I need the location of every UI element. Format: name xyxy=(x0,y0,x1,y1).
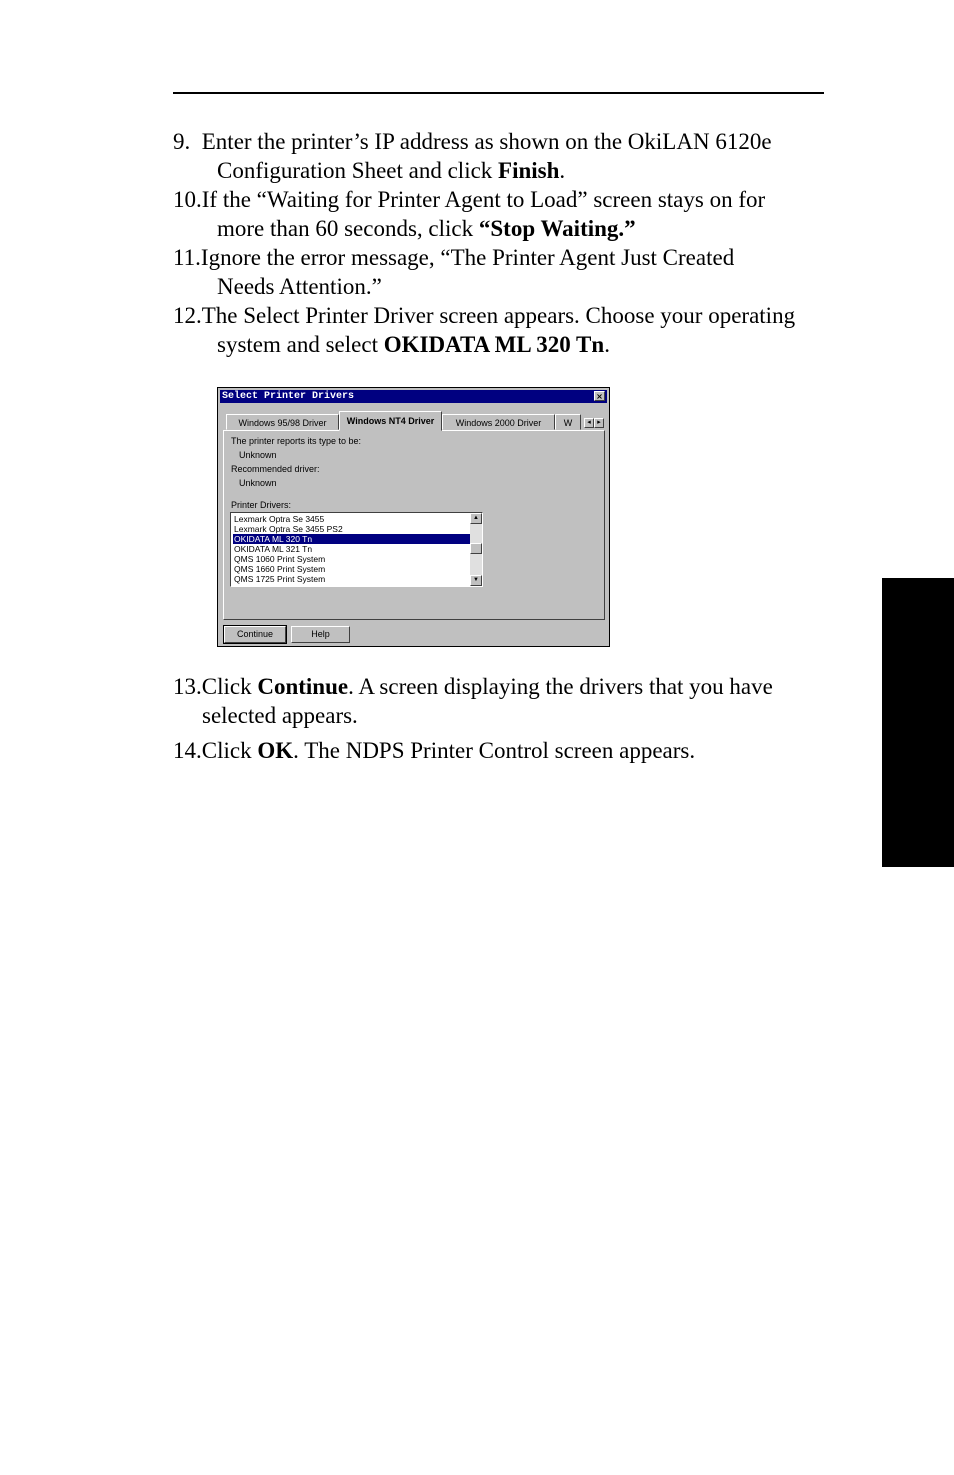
step-text: Needs Attention.” xyxy=(217,274,382,299)
steps-list-bottom xyxy=(173,672,833,771)
printer-drivers-listbox[interactable] xyxy=(230,512,483,587)
step-text: selected appears. xyxy=(202,703,358,728)
step-text: Click xyxy=(201,674,258,699)
step-text: . xyxy=(604,332,610,357)
step-first-line xyxy=(173,243,833,272)
step-item xyxy=(173,243,833,301)
help-button[interactable]: Help xyxy=(291,626,350,643)
step-item xyxy=(173,127,833,185)
printer-type-value: Unknown xyxy=(239,450,277,460)
header-rule xyxy=(173,92,824,94)
driver-list-item-selected[interactable]: OKIDATA ML 320 Tn xyxy=(233,534,471,544)
steps-list-top xyxy=(173,127,833,359)
step-number: 9. xyxy=(173,129,202,154)
step-text: more than 60 seconds, click xyxy=(217,216,479,241)
step-item xyxy=(173,672,833,730)
step-bold-text: OK xyxy=(257,738,294,763)
step-text: system and select xyxy=(217,332,384,357)
step-text: The Select Printer Driver screen appears. Choose your operating xyxy=(201,303,796,328)
step-first-line xyxy=(173,185,833,214)
step-text: Configuration Sheet and click xyxy=(217,158,499,183)
step-item xyxy=(173,301,833,359)
scroll-up-icon[interactable]: ▲ xyxy=(470,513,482,524)
step-continuation-line xyxy=(173,701,833,730)
step-item xyxy=(173,185,833,243)
step-continuation-line xyxy=(173,272,833,301)
step-text: . The NDPS Printer Control screen appears. xyxy=(293,738,696,763)
step-number: 12. xyxy=(173,303,202,328)
step-number: 11. xyxy=(173,245,201,270)
select-printer-drivers-dialog xyxy=(217,387,610,647)
step-bold-text: OKIDATA ML 320 Tn xyxy=(383,332,605,357)
driver-list-item[interactable]: QMS 1060 Print System xyxy=(234,554,326,564)
scrollbar-thumb[interactable] xyxy=(470,543,482,554)
tab-w-truncated[interactable]: W xyxy=(555,414,581,430)
step-text: . A screen displaying the drivers that you have xyxy=(348,674,773,699)
step-continuation-line xyxy=(173,214,833,243)
step-first-line xyxy=(173,127,833,156)
driver-list-item[interactable]: QMS 1725 Print System xyxy=(234,574,326,584)
scroll-down-icon[interactable]: ▼ xyxy=(470,575,482,586)
driver-list-scrollbar[interactable] xyxy=(470,513,482,586)
driver-list-item[interactable]: Lexmark Optra Se 3455 PS2 xyxy=(234,524,343,534)
step-bold-text: Finish xyxy=(498,158,560,183)
step-text: . xyxy=(559,158,566,183)
close-icon[interactable]: × xyxy=(594,391,605,401)
step-continuation-line xyxy=(173,330,833,359)
step-number: 10. xyxy=(173,187,202,212)
step-number: 14. xyxy=(173,738,202,763)
step-text: Enter the printer’s IP address as shown on the OkiLAN 6120e xyxy=(201,129,772,154)
step-text: Click xyxy=(201,738,258,763)
dialog-title: Select Printer Drivers xyxy=(222,391,355,402)
step-first-line xyxy=(173,301,833,330)
step-item xyxy=(173,736,833,765)
tab-scroll-left-icon[interactable]: ◂ xyxy=(584,418,594,428)
step-bold-text: “Stop Waiting.” xyxy=(478,216,636,241)
tab-windows-nt4-driver[interactable]: Windows NT4 Driver xyxy=(339,411,442,431)
step-continuation-line xyxy=(173,156,833,185)
tab-windows-2000-driver[interactable]: Windows 2000 Driver xyxy=(442,414,555,430)
step-bold-text: Continue xyxy=(257,674,349,699)
step-text: Ignore the error message, “The Printer Agent Just Created xyxy=(200,245,735,270)
driver-list-item[interactable]: Lexmark Optra Se 3455 xyxy=(234,514,325,524)
recommended-driver-label: Recommended driver: xyxy=(231,464,320,474)
recommended-driver-value: Unknown xyxy=(239,478,277,488)
driver-list-item[interactable]: OKIDATA ML 321 Tn xyxy=(234,544,313,554)
dialog-title-bar xyxy=(220,390,607,403)
tab-windows-95-98-driver[interactable]: Windows 95/98 Driver xyxy=(226,414,339,430)
step-first-line xyxy=(173,736,833,765)
step-text: If the “Waiting for Printer Agent to Load” screen stays on for xyxy=(201,187,766,212)
step-first-line xyxy=(173,672,833,701)
step-number: 13. xyxy=(173,674,202,699)
driver-list-item[interactable]: QMS 1660 Print System xyxy=(234,564,326,574)
chapter-side-tab xyxy=(882,578,954,867)
printer-type-label: The printer reports its type to be: xyxy=(231,436,362,446)
tab-scroll-right-icon[interactable]: ▸ xyxy=(594,418,604,428)
continue-button[interactable]: Continue xyxy=(224,626,286,643)
printer-drivers-label: Printer Drivers: xyxy=(231,500,292,510)
